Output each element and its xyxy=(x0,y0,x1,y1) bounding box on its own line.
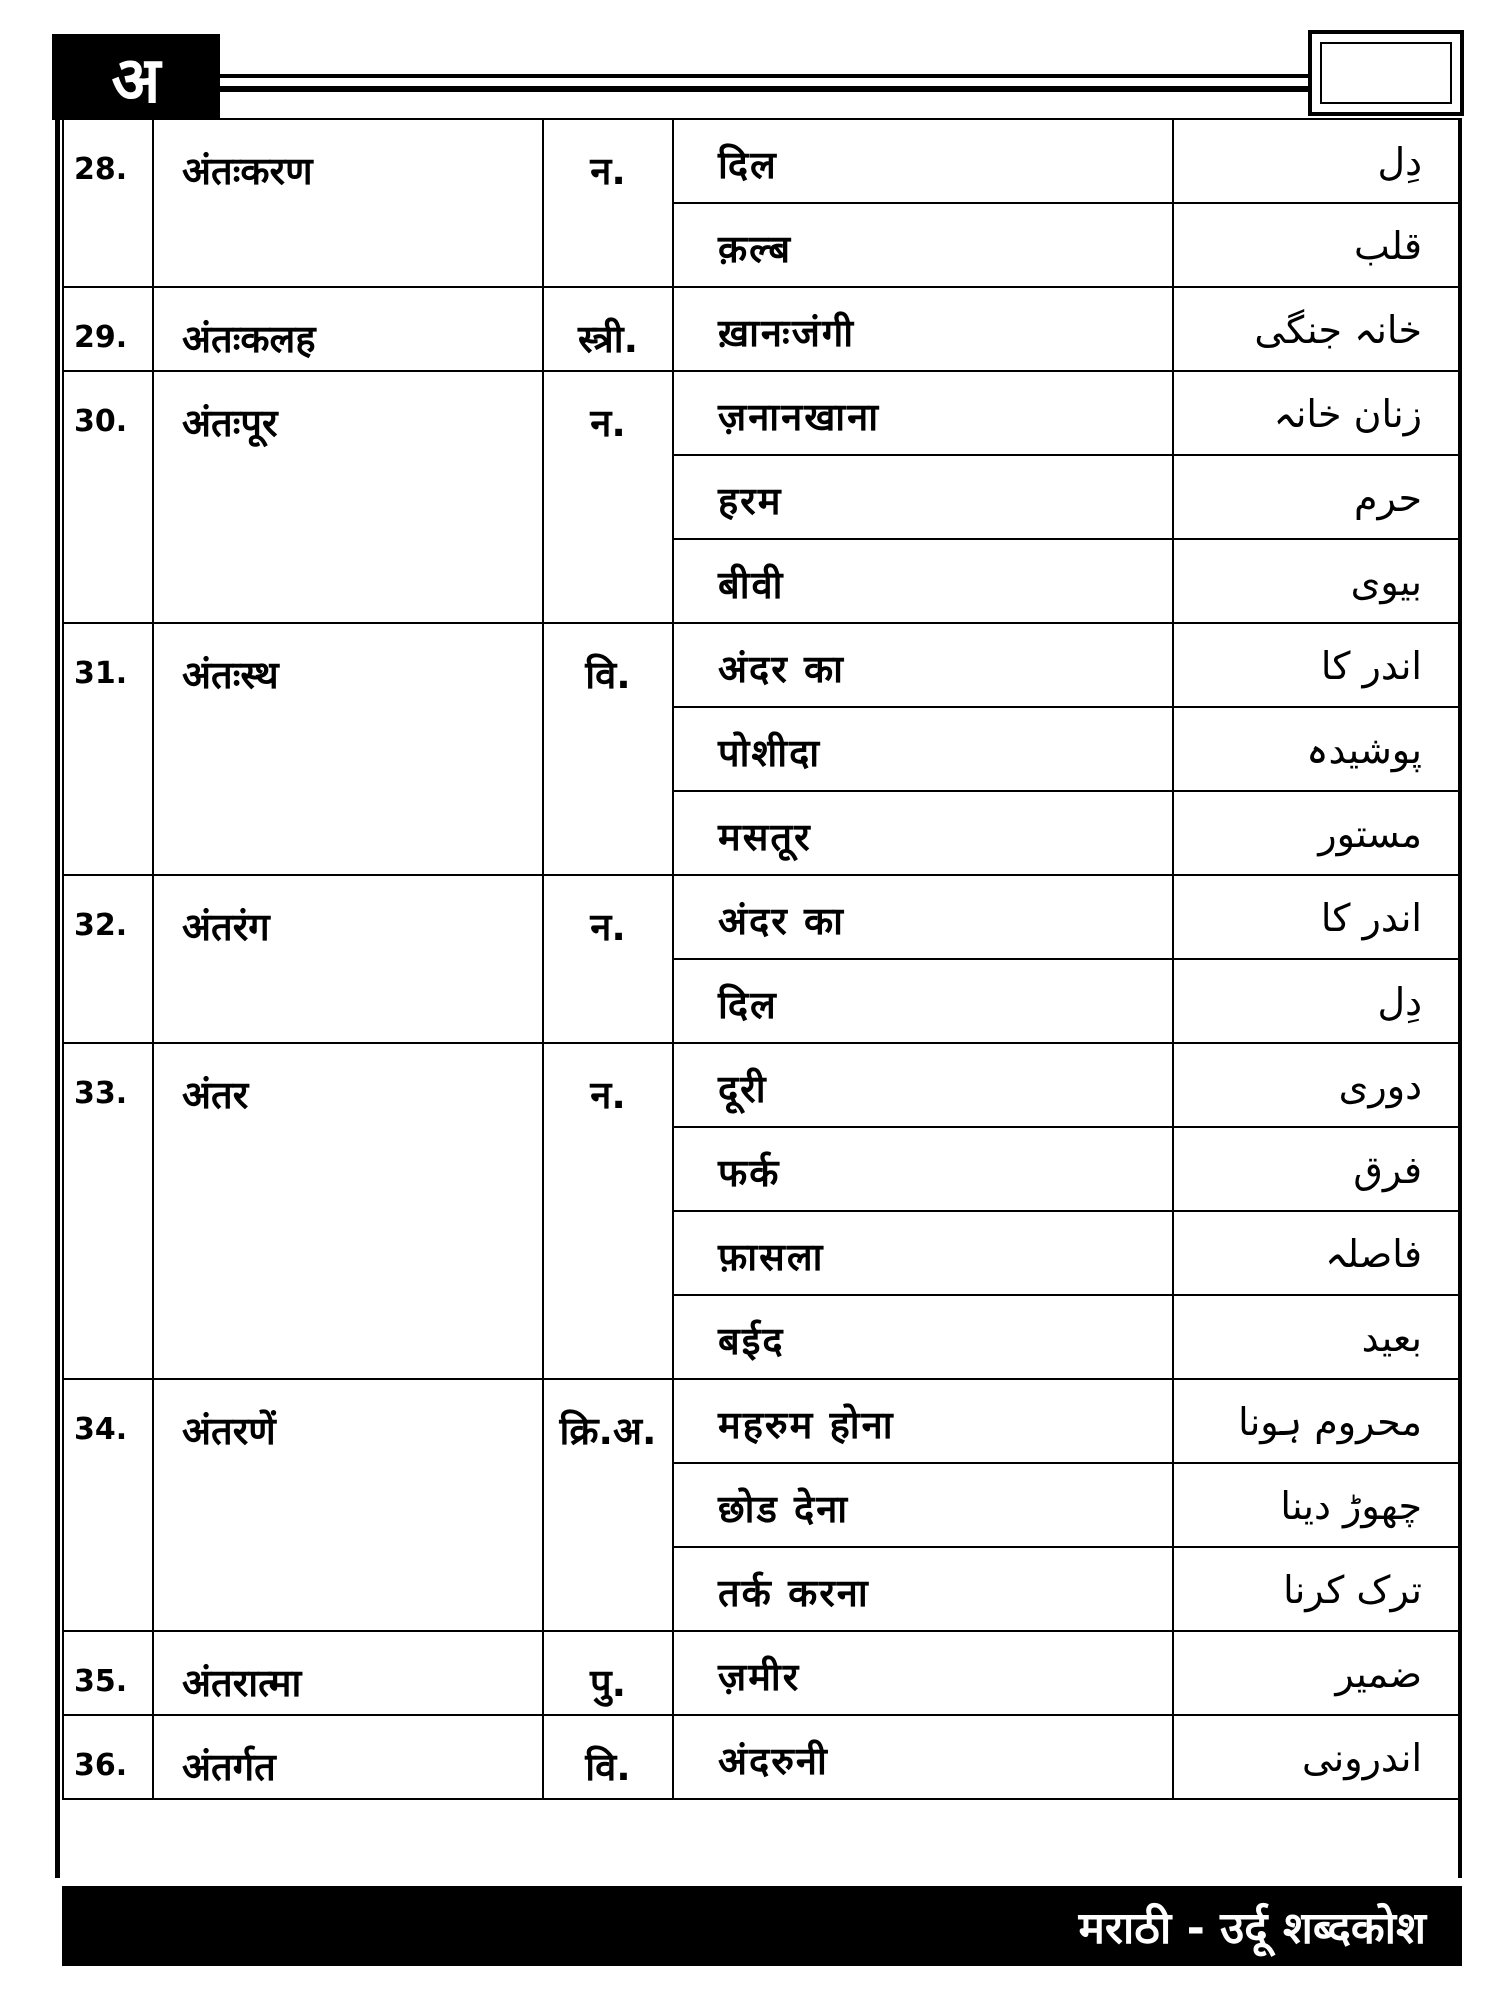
hindi-meaning: ज़मीर xyxy=(673,1631,1173,1715)
headword: अंतःपूर xyxy=(153,371,543,623)
entry-number: 29. xyxy=(63,287,153,371)
hindi-meaning: मसतूर xyxy=(673,791,1173,875)
table-row xyxy=(63,287,1459,371)
section-letter-tab xyxy=(52,34,220,120)
headword: अंतरणें xyxy=(153,1379,543,1631)
hindi-meaning: ख़ानःजंगी xyxy=(673,287,1173,371)
hindi-meaning: हरम xyxy=(673,455,1173,539)
urdu-meaning: دِل xyxy=(1173,119,1459,203)
table-row xyxy=(63,1379,1459,1463)
headword: अंतःकरण xyxy=(153,119,543,287)
table-row xyxy=(63,623,1459,707)
hindi-meaning: अंदरुनी xyxy=(673,1715,1173,1799)
table-row xyxy=(63,371,1459,455)
entry-number: 28. xyxy=(63,119,153,287)
headword: अंतरात्मा xyxy=(153,1631,543,1715)
urdu-meaning: اندر کا xyxy=(1173,623,1459,707)
table-row xyxy=(63,1715,1459,1799)
hindi-meaning: बईद xyxy=(673,1295,1173,1379)
urdu-meaning: ضمیر xyxy=(1173,1631,1459,1715)
headword: अंतरंग xyxy=(153,875,543,1043)
urdu-meaning: بیوی xyxy=(1173,539,1459,623)
part-of-speech: न. xyxy=(543,1043,673,1379)
hindi-meaning: ज़नानखाना xyxy=(673,371,1173,455)
table-row xyxy=(63,1631,1459,1715)
hindi-meaning: छोड देना xyxy=(673,1463,1173,1547)
part-of-speech: न. xyxy=(543,371,673,623)
part-of-speech: न. xyxy=(543,119,673,287)
part-of-speech: क्रि.अ. xyxy=(543,1379,673,1631)
urdu-meaning: مستور xyxy=(1173,791,1459,875)
urdu-meaning: اندرونی xyxy=(1173,1715,1459,1799)
part-of-speech: वि. xyxy=(543,623,673,875)
hindi-meaning: फर्क xyxy=(673,1127,1173,1211)
entry-number: 34. xyxy=(63,1379,153,1631)
urdu-meaning: فاصلہ xyxy=(1173,1211,1459,1295)
dictionary-body xyxy=(63,119,1459,1799)
footer-title: मराठी - उर्दू शब्दकोश xyxy=(1078,1903,1426,1954)
table-row xyxy=(63,119,1459,203)
part-of-speech: वि. xyxy=(543,1715,673,1799)
urdu-meaning: محروم ہونا xyxy=(1173,1379,1459,1463)
headword: अंतर्गत xyxy=(153,1715,543,1799)
headword: अंतःकलह xyxy=(153,287,543,371)
entry-number: 30. xyxy=(63,371,153,623)
section-letter: अ xyxy=(111,43,161,118)
urdu-meaning: چھوڑ دینا xyxy=(1173,1463,1459,1547)
urdu-meaning: فرق xyxy=(1173,1127,1459,1211)
part-of-speech: स्त्री. xyxy=(543,287,673,371)
hindi-meaning: पोशीदा xyxy=(673,707,1173,791)
header-rule xyxy=(220,74,1310,78)
entry-number: 36. xyxy=(63,1715,153,1799)
urdu-meaning: خانہ جنگی xyxy=(1173,287,1459,371)
entry-number: 31. xyxy=(63,623,153,875)
table-row xyxy=(63,875,1459,959)
entry-number: 35. xyxy=(63,1631,153,1715)
urdu-meaning: قلب xyxy=(1173,203,1459,287)
urdu-meaning: ترک کرنا xyxy=(1173,1547,1459,1631)
header-rule xyxy=(220,86,1310,92)
hindi-meaning: फ़ासला xyxy=(673,1211,1173,1295)
headword: अंतःस्थ xyxy=(153,623,543,875)
urdu-meaning: دِل xyxy=(1173,959,1459,1043)
hindi-meaning: बीवी xyxy=(673,539,1173,623)
entry-number: 32. xyxy=(63,875,153,1043)
page-number-box-inner xyxy=(1320,42,1452,104)
page-number-box xyxy=(1308,30,1464,116)
hindi-meaning: दिल xyxy=(673,119,1173,203)
urdu-meaning: دوری xyxy=(1173,1043,1459,1127)
hindi-meaning: दिल xyxy=(673,959,1173,1043)
urdu-meaning: بعید xyxy=(1173,1295,1459,1379)
hindi-meaning: महरुम होना xyxy=(673,1379,1173,1463)
urdu-meaning: پوشیدہ xyxy=(1173,707,1459,791)
hindi-meaning: अंदर का xyxy=(673,623,1173,707)
footer-bar xyxy=(62,1886,1462,1966)
headword: अंतर xyxy=(153,1043,543,1379)
hindi-meaning: तर्क करना xyxy=(673,1547,1173,1631)
urdu-meaning: اندر کا xyxy=(1173,875,1459,959)
urdu-meaning: حرم xyxy=(1173,455,1459,539)
entry-number: 33. xyxy=(63,1043,153,1379)
page-border-left xyxy=(55,118,60,1878)
hindi-meaning: अंदर का xyxy=(673,875,1173,959)
table-row xyxy=(63,1043,1459,1127)
part-of-speech: पु. xyxy=(543,1631,673,1715)
part-of-speech: न. xyxy=(543,875,673,1043)
hindi-meaning: दूरी xyxy=(673,1043,1173,1127)
urdu-meaning: زنان خانہ xyxy=(1173,371,1459,455)
hindi-meaning: क़ल्ब xyxy=(673,203,1173,287)
dictionary-table xyxy=(62,118,1460,1800)
